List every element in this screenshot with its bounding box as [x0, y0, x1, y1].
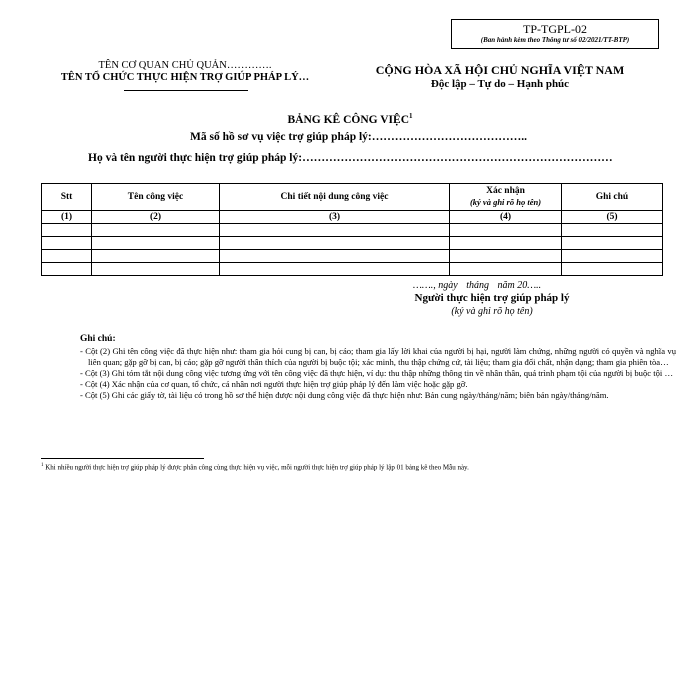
header-notes: Ghi chú	[562, 184, 663, 211]
document-title-text: BẢNG KÊ CÔNG VIỆC	[287, 113, 409, 126]
table-row	[42, 224, 663, 237]
agency-divider	[124, 90, 248, 91]
person-name-field: Họ và tên người thực hiện trợ giúp pháp lý:………………………………………………………………………	[88, 152, 613, 164]
signer-note: (ký và ghi rõ họ tên)	[451, 306, 533, 317]
note-item: - Cột (5) Ghi các giấy tờ, tài liệu có trong hồ sơ thể hiện được nội dung công việc đã thực hiện như: Bản cung ngày/tháng/năm; biên bản ngày/tháng/năm.	[80, 390, 609, 400]
form-code: TP-TGPL-02	[523, 22, 587, 36]
date-line	[413, 280, 547, 291]
footnote-divider	[41, 458, 204, 459]
column-number: (3)	[220, 211, 450, 224]
date-day: ……., ngày	[413, 280, 458, 291]
header-task-detail: Chi tiết nội dung công việc	[220, 184, 450, 211]
national-header	[370, 63, 630, 91]
table-row	[42, 263, 663, 276]
footnote	[41, 461, 469, 472]
note-item: - Cột (2) Ghi tên công việc đã thực hiện như: tham gia hỏi cung bị can, bị cáo; tham gia lấy lời khai của người bị hại, người làm chứng, những người có quyền và nghĩa vụ liên quan; gặp gỡ bị can, bị cáo; gặp gỡ người thân thích của người bị buộc tội; xác minh, thu thập chứng cứ, tài liệu; tham gia đối chất, nhận dạng; tham gia phiên tòa…	[80, 346, 676, 367]
notes-section	[80, 334, 676, 401]
note-item: - Cột (4) Xác nhận của cơ quan, tổ chức, cá nhân nơi người thực hiện trợ giúp pháp lý đến làm việc hoặc gặp gỡ.	[80, 379, 468, 389]
footnote-text: Khi nhiều người thực hiện trợ giúp pháp lý được phân công cùng thực hiện vụ việc, mỗi người thực hiện trợ giúp pháp lý lập 01 bảng kê theo Mẫu này.	[43, 463, 469, 472]
legal-aid-org-name: TÊN TỔ CHỨC THỰC HIỆN TRỢ GIÚP PHÁP LÝ…	[60, 72, 310, 83]
date-month: tháng	[466, 280, 490, 291]
date-year: năm 20…..	[497, 280, 542, 291]
footnote-mark: 1	[41, 463, 44, 468]
header-confirmation: Xác nhận (ký và ghi rõ họ tên)	[450, 184, 562, 211]
table-header-row	[42, 184, 663, 211]
document-title	[0, 112, 700, 126]
header-confirmation-sub: (ký và ghi rõ họ tên)	[469, 196, 542, 207]
form-code-box	[451, 19, 659, 49]
header-task-name: Tên công việc	[92, 184, 220, 211]
header-stt: Stt	[42, 184, 92, 211]
agency-header	[60, 60, 310, 84]
table-row	[42, 237, 663, 250]
notes-title: Ghi chú:	[80, 334, 116, 344]
table-row	[42, 250, 663, 263]
parent-agency-name: TÊN CƠ QUAN CHỦ QUẢN………….	[98, 60, 272, 71]
country-name: CỘNG HÒA XÃ HỘI CHỦ NGHĨA VIỆT NAM	[375, 63, 625, 77]
national-motto: Độc lập – Tự do – Hạnh phúc	[430, 78, 570, 90]
column-number: (2)	[92, 211, 220, 224]
column-number: (4)	[450, 211, 562, 224]
form-issuance-note: (Ban hành kèm theo Thông tư số 02/2021/TT-BTP)	[480, 36, 630, 44]
note-item: - Cột (3) Ghi tóm tắt nội dung công việc tương ứng với tên công việc đã thực hiện, ví dụ: thu thập những thông tin về nhân thân, quá trình phạm tội của người bị buộc tội …	[80, 368, 674, 378]
work-list-table	[41, 183, 663, 276]
column-number: (5)	[562, 211, 663, 224]
title-footnote-mark: 1	[409, 112, 413, 120]
column-number: (1)	[42, 211, 92, 224]
column-number-row	[42, 211, 663, 224]
signer-title: Người thực hiện trợ giúp pháp lý	[414, 292, 570, 304]
case-code-field: Mã số hồ sơ vụ việc trợ giúp pháp lý:…………………………………..	[190, 131, 527, 143]
